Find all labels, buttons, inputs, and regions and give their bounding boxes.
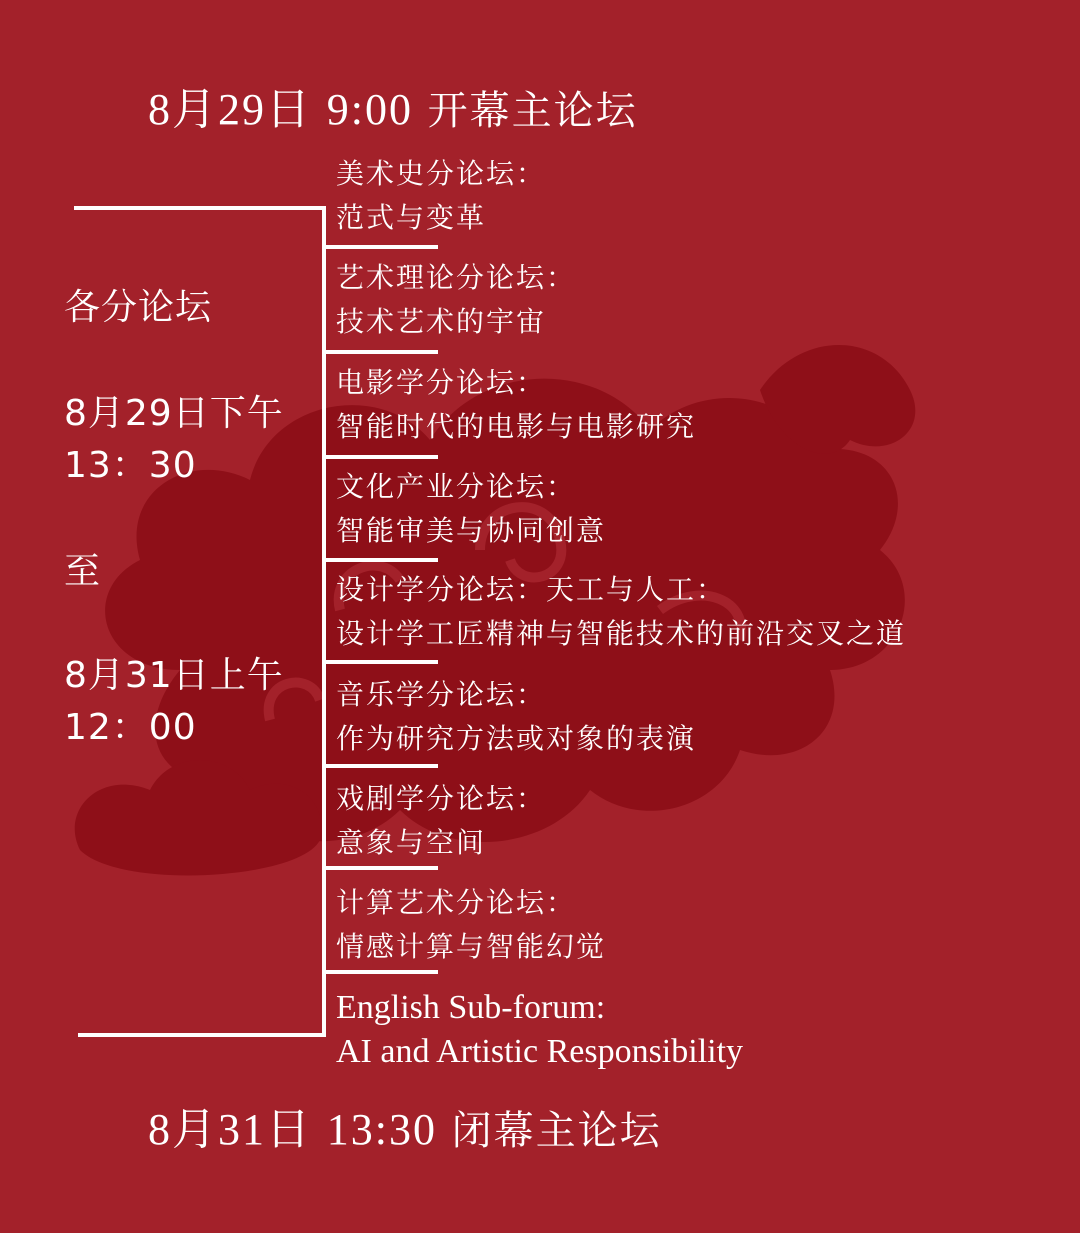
forum-divider: [322, 350, 438, 354]
sub-forum-title: 各分论坛: [64, 287, 213, 328]
forum-divider: [322, 455, 438, 459]
closing-time: 13:30: [326, 1105, 437, 1154]
forum-divider: [322, 660, 438, 664]
forum-name: 电影学分论坛：: [336, 366, 547, 399]
to-label: 至: [64, 551, 102, 592]
forum-divider: [322, 970, 438, 974]
forum-name: 戏剧学分论坛：: [336, 782, 547, 815]
forum-name: 文化产业分论坛：: [336, 470, 577, 503]
closing-title: [148, 1104, 662, 1157]
forum-topic: 范式与变革: [336, 201, 487, 234]
end-date: 8月31日上午: [64, 655, 284, 696]
forum-item: [336, 361, 696, 449]
forum-topic: 情感计算与智能幻觉: [336, 930, 607, 963]
forum-divider: [322, 245, 438, 249]
forum-item: [336, 256, 576, 344]
forum-divider: [322, 866, 438, 870]
forum-topic: 设计学工匠精神与智能技术的前沿交叉之道: [336, 617, 907, 650]
bracket-vertical-line: [322, 206, 326, 1037]
forum-name: 艺术理论分论坛：: [336, 261, 577, 294]
start-time: 13：30: [64, 445, 197, 486]
forum-name: 设计学分论坛：天工与人工：: [336, 573, 727, 606]
forum-item-english: [336, 986, 743, 1074]
forum-topic: 意象与空间: [336, 826, 487, 859]
opening-date: 8月29日: [148, 85, 312, 134]
forum-name: 计算艺术分论坛：: [336, 886, 577, 919]
forum-topic: 技术艺术的宇宙: [336, 305, 547, 338]
forum-name: English Sub-forum:: [336, 989, 606, 1026]
bracket-bottom-line: [78, 1033, 324, 1037]
forum-name: 音乐学分论坛：: [336, 678, 547, 711]
closing-label: 闭幕主论坛: [451, 1108, 662, 1154]
forum-topic: 智能时代的电影与电影研究: [336, 410, 697, 443]
opening-label: 开幕主论坛: [427, 88, 638, 134]
forum-item: [336, 673, 696, 761]
forum-name: 美术史分论坛：: [336, 157, 547, 190]
forum-topic: AI and Artistic Responsibility: [336, 1033, 744, 1070]
closing-date: 8月31日: [148, 1105, 312, 1154]
opening-title: [148, 84, 638, 137]
forum-divider: [322, 558, 438, 562]
forum-topic: 作为研究方法或对象的表演: [336, 722, 697, 755]
forum-item: [336, 568, 906, 656]
forum-item: [336, 152, 546, 240]
forum-item: [336, 881, 606, 969]
forum-topic: 智能审美与协同创意: [336, 514, 607, 547]
end-time: 12：00: [64, 707, 197, 748]
bracket-top-line: [74, 206, 324, 210]
forum-divider: [322, 764, 438, 768]
forum-item: [336, 465, 606, 553]
start-date: 8月29日下午: [64, 393, 284, 434]
forum-item: [336, 777, 546, 865]
opening-time: 9:00: [326, 85, 413, 134]
